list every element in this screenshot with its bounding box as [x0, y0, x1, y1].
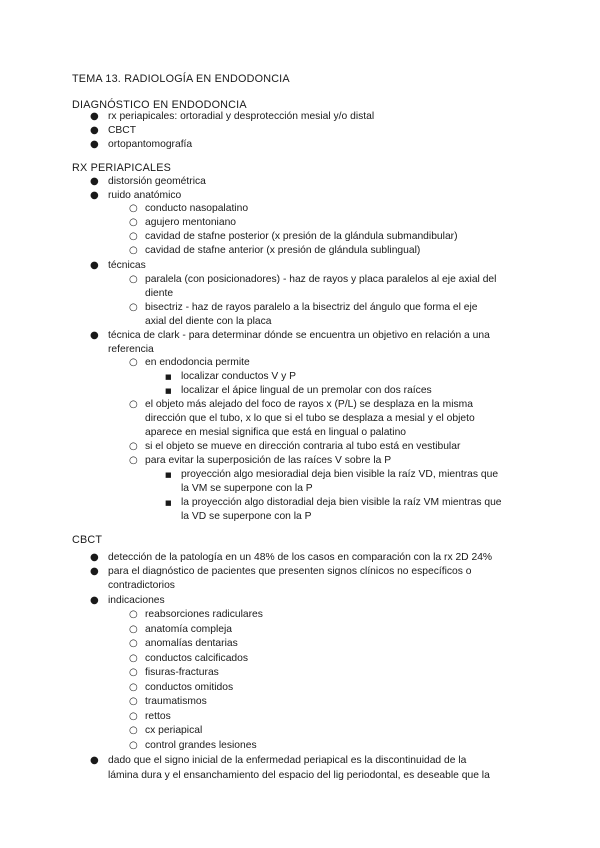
list-item-continuation: la VD se superpone con la P	[181, 511, 312, 522]
list-item-continuation: referencia	[108, 344, 154, 355]
list-item: localizar el ápice lingual de un premolar con dos raíces	[181, 385, 432, 396]
list-item: el objeto más alejado del foco de rayos x (P/L) se desplaza en la misma	[145, 399, 473, 410]
list-item: detección de la patología en un 48% de los casos en comparación con la rx 2D 24%	[108, 552, 493, 563]
bullet-l2: ○	[129, 696, 138, 707]
list-item: indicaciones	[108, 595, 165, 606]
bullet-l2: ○	[129, 667, 138, 678]
bullet-l3: ■	[165, 373, 172, 381]
list-item-continuation: diente	[145, 288, 174, 299]
list-item: anomalías dentarias	[145, 638, 238, 649]
bullet-l2: ○	[129, 638, 138, 649]
list-item: reabsorciones radiculares	[145, 609, 263, 620]
list-item: fisuras-fracturas	[145, 667, 219, 678]
bullet-l1: ●	[90, 176, 99, 187]
bullet-l2: ○	[129, 653, 138, 664]
list-item-continuation: contradictorios	[108, 580, 175, 591]
bullet-l2: ○	[129, 357, 138, 368]
bullet-l2: ○	[129, 455, 138, 466]
section-heading-rx-periapicales: RX PERIAPICALES	[72, 162, 172, 174]
list-item: en endodoncia permite	[145, 357, 250, 368]
bullet-l2: ○	[129, 624, 138, 635]
bullet-l2: ○	[129, 203, 138, 214]
bullet-l2: ○	[129, 302, 138, 313]
list-item: proyección algo mesioradial deja bien visible la raíz VD, mientras que	[181, 469, 499, 480]
list-item-continuation: axial del diente con la placa	[145, 316, 272, 327]
list-item: conductos calcificados	[145, 653, 249, 664]
list-item: cavidad de stafne posterior (x presión de la glándula submandibular)	[145, 231, 458, 242]
bullet-l2: ○	[129, 274, 138, 285]
list-item-continuation: la VM se superpone con la P	[181, 483, 313, 494]
bullet-l1: ●	[90, 125, 99, 136]
bullet-l1: ●	[90, 566, 99, 577]
list-item: paralela (con posicionadores) - haz de rayos y placa paralelos al eje axial del	[145, 274, 497, 285]
list-item-continuation: aparece en mesial significa que está en lingual o palatino	[145, 427, 407, 438]
list-item-continuation: lámina dura y el ensanchamiento del espacio del lig periodontal, es deseable que la	[108, 770, 490, 781]
section-heading-cbct: CBCT	[72, 534, 103, 546]
bullet-l2: ○	[129, 711, 138, 722]
bullet-l2: ○	[129, 609, 138, 620]
bullet-l1: ●	[90, 111, 99, 122]
list-item: distorsión geométrica	[108, 176, 206, 187]
bullet-l2: ○	[129, 682, 138, 693]
list-item: técnicas	[108, 260, 146, 271]
list-item: CBCT	[108, 125, 137, 136]
list-item-continuation: dirección que el tubo, x lo que si el tubo se desplaza a mesial y el objeto	[145, 413, 475, 424]
list-item: ortopantomografía	[108, 139, 193, 150]
bullet-l1: ●	[90, 755, 99, 766]
bullet-l1: ●	[90, 190, 99, 201]
list-item: si el objeto se mueve en dirección contraria al tubo está en vestibular	[145, 441, 461, 452]
list-item: cx periapical	[145, 725, 203, 736]
bullet-l2: ○	[129, 441, 138, 452]
bullet-l2: ○	[129, 725, 138, 736]
bullet-l2: ○	[129, 740, 138, 751]
section-heading-diagnostico: DIAGNÓSTICO EN ENDODONCIA	[72, 99, 247, 111]
list-item: conductos omitidos	[145, 682, 234, 693]
list-item: para el diagnóstico de pacientes que presenten signos clínicos no específicos o	[108, 566, 472, 577]
bullet-l1: ●	[90, 139, 99, 150]
bullet-l3: ■	[165, 499, 172, 507]
bullet-l3: ■	[165, 471, 172, 479]
bullet-l1: ●	[90, 552, 99, 563]
bullet-l2: ○	[129, 245, 138, 256]
list-item: ruido anatómico	[108, 190, 182, 201]
list-item: anatomía compleja	[145, 624, 233, 635]
list-item: conducto nasopalatino	[145, 203, 249, 214]
bullet-l2: ○	[129, 217, 138, 228]
bullet-l1: ●	[90, 330, 99, 341]
list-item: agujero mentoniano	[145, 217, 237, 228]
bullet-l2: ○	[129, 231, 138, 242]
list-item: la proyección algo distoradial deja bien visible la raíz VM mientras que	[181, 497, 502, 508]
bullet-l1: ●	[90, 595, 99, 606]
list-item: rx periapicales: ortoradial y desprotección mesial y/o distal	[108, 111, 375, 122]
list-item: traumatismos	[145, 696, 207, 707]
list-item: técnica de clark - para determinar dónde se encuentra un objetivo en relación a una	[108, 330, 490, 341]
list-item: rettos	[145, 711, 171, 722]
list-item: dado que el signo inicial de la enfermedad periapical es la discontinuidad de la	[108, 755, 467, 766]
list-item: control grandes lesiones	[145, 740, 257, 751]
list-item: localizar conductos V y P	[181, 371, 297, 382]
bullet-l1: ●	[90, 260, 99, 271]
list-item: cavidad de stafne anterior (x presión de glándula sublingual)	[145, 245, 421, 256]
document-title: TEMA 13. RADIOLOGÍA EN ENDODONCIA	[72, 73, 290, 85]
list-item: para evitar la superposición de las raíces V sobre la P	[145, 455, 392, 466]
list-item: bisectriz - haz de rayos paralelo a la bisectriz del ángulo que forma el eje	[145, 302, 478, 313]
bullet-l2: ○	[129, 399, 138, 410]
bullet-l3: ■	[165, 387, 172, 395]
